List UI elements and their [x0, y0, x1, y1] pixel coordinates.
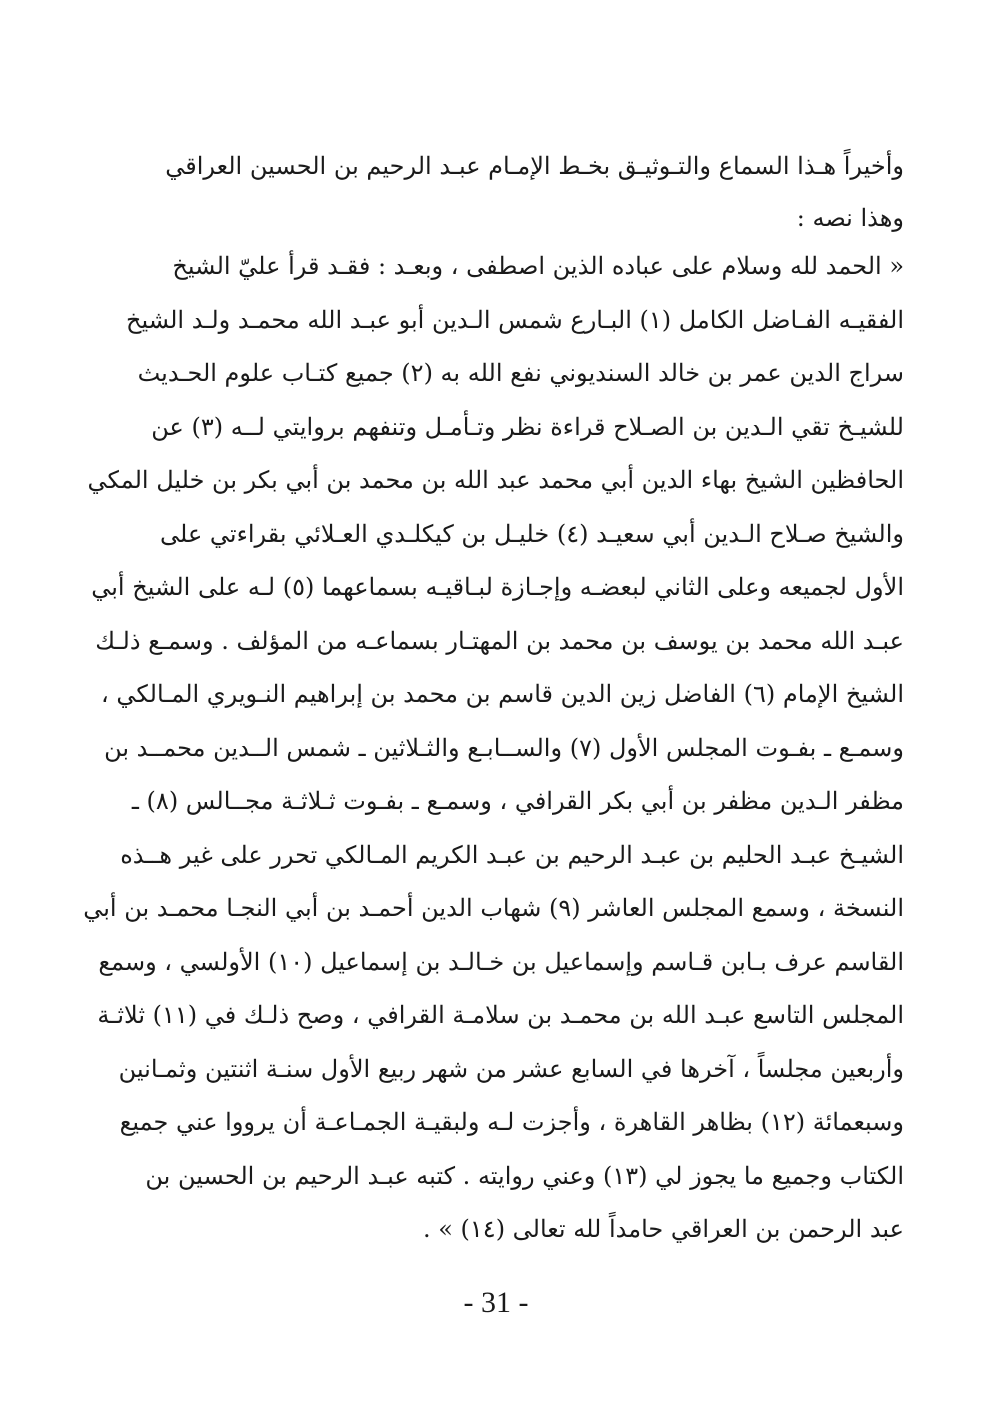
body-line: وسبعمائة (١٢) بظاهر القاهرة ، وأجزت لـه ولبقيـة الجمـاعـة أن يرووا عني جميع	[119, 1108, 904, 1136]
body-line: عبد الرحمن بن العراقي حامداً لله تعالى (١٤) » .	[422, 1215, 904, 1243]
body-line: مظفر الـدين مظفر بن أبي بكر القرافي ، وسمـع ـ بفـوت ثـلاثـة مجــالس (٨) ـ	[131, 787, 904, 815]
body-line: « الحمد لله وسلام على عباده الذين اصطفى ، وبعـد : فقـد قرأ عليّ الشيخ	[172, 252, 904, 280]
body-line: عبـد الله محمد بن يوسف بن محمد بن المهتـار بسماعـه من المؤلف . وسمـع ذلـك	[95, 626, 904, 655]
body-line: الكتاب وجميع ما يجوز لي (١٣) وعني روايته . كتبه عبـد الرحيم بن الحسين بن	[145, 1161, 904, 1190]
body-line: النسخة ، وسمع المجلس العاشر (٩) شهاب الدين أحمـد بن أبي النجـا محمـد بن أبي	[83, 894, 904, 922]
body-line: الشيخ الإمام (٦) الفاضل زين الدين قاسم بن محمد بن إبراهيم النـويري المـالكي ،	[101, 680, 904, 708]
certificate-text	[83, 240, 904, 1257]
body-line: الأول لجميعه وعلى الثاني لبعضـه وإجـازة لبـاقيـه بسماعهما (٥) لـه على الشيخ أبي	[91, 573, 904, 601]
body-line: الفقيـه الفـاضل الكامل (١) البـارع شمس الـدين أبو عبـد الله محمـد ولـد الشيخ	[125, 305, 904, 334]
intro-line: وهذا نصه :	[796, 204, 904, 232]
intro-line: وأخيراً هـذا السماع والتـوثيـق بخـط الإمـام عبـد الرحيم بن الحسين العراقي	[165, 152, 904, 180]
intro-paragraph	[165, 140, 904, 244]
body-line: والشيخ صـلاح الـدين أبي سعيـد (٤) خليـل بن كيكلـدي العـلائي بقراءتي على	[160, 519, 904, 548]
body-line: المجلس التاسع عبـد الله بن محمـد بن سلامـة القرافي ، وصح ذلـك في (١١) ثلاثـة	[97, 1001, 904, 1029]
body-line: الحافظين الشيخ بهاء الدين أبي محمد عبد الله بن محمد بن أبي بكر بن خليل المكي	[87, 466, 904, 494]
body-line: سراج الدين عمر بن خالد السنديوني نفع الله به (٢) جميع كتـاب علوم الحـديث	[137, 359, 904, 387]
body-line: وأربعين مجلساً ، آخرها في السابع عشر من شهر ربيع الأول سنـة اثنتين وثمـانين	[118, 1054, 904, 1083]
body-line: وسمـع ـ بفـوت المجلس الأول (٧) والســابـع والثـلاثين ـ شمس الــدين محمــد بن	[104, 733, 904, 762]
page-number: - 31 -	[463, 1286, 529, 1319]
body-line: القاسم عرف بـابن قـاسم وإسماعيل بن خـالـد بن إسماعيل (١٠) الأولسي ، وسمع	[98, 947, 904, 976]
body-line: الشيـخ عبـد الحليم بن عبـد الرحيم بن عبـد الكريم المـالكي تحرر على غير هــذه	[120, 840, 904, 869]
body-line: للشيـخ تقي الـدين بن الصـلاح قراءة نظر وتـأمـل وتنفهم بروايتي لــه (٣) عن	[151, 412, 904, 441]
